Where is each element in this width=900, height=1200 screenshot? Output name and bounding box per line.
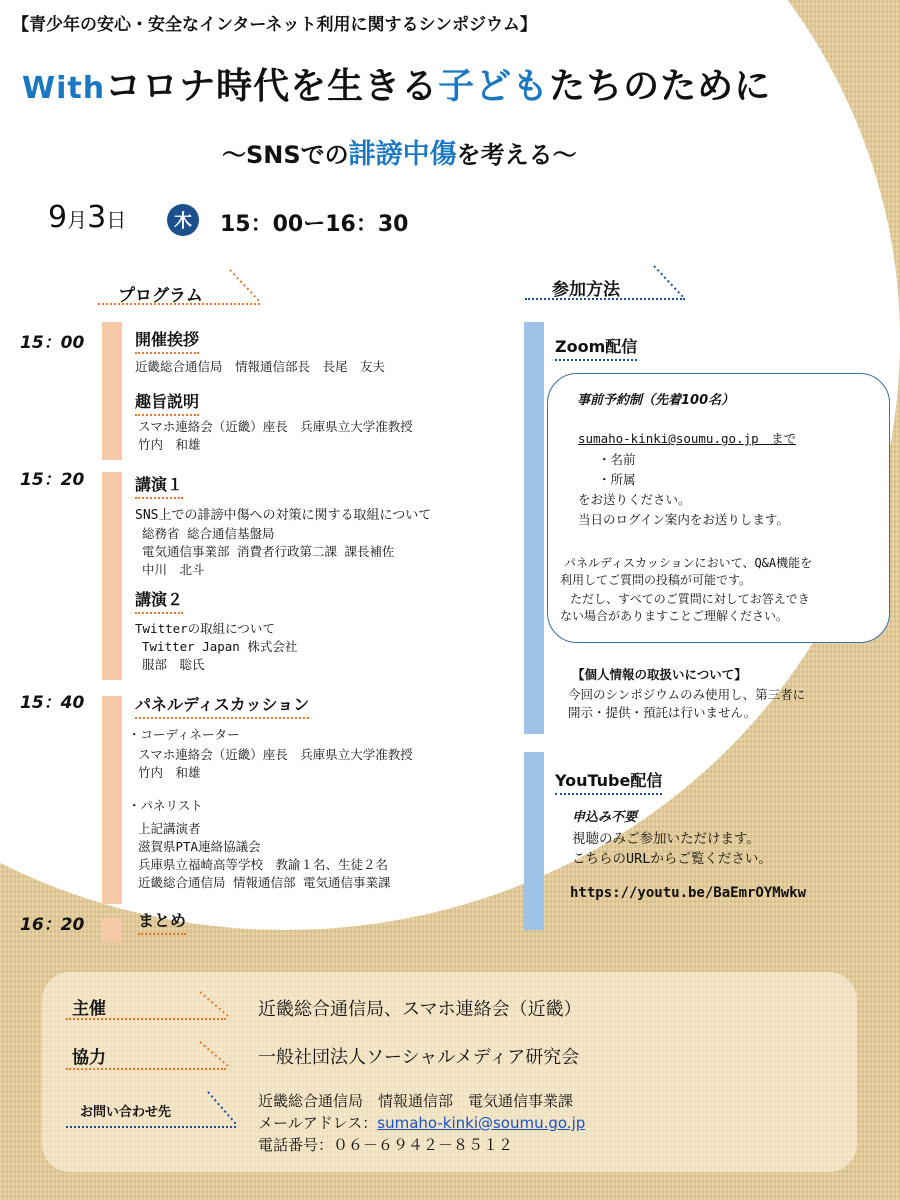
date-day-unit: 日: [106, 208, 127, 232]
panel-panelist-line3: 兵庫県立福崎高等学校 教諭１名、生徒２名: [138, 857, 389, 872]
lecture2-line3: 服部 聡氏: [142, 657, 205, 672]
zoom-login-line: 当日のログイン案内をお送りします。: [578, 512, 789, 527]
subtitle-end: を考える〜: [456, 141, 577, 169]
title-corona: コロナ時代を生きる: [105, 66, 439, 107]
program-heading: プログラム: [118, 286, 203, 306]
weekday-badge: 木: [167, 204, 199, 236]
contact-mail-link[interactable]: sumaho-kinki@soumu.go.jp: [377, 1114, 586, 1132]
title-for: たちのために: [549, 66, 772, 107]
date-month-unit: 月: [67, 208, 88, 232]
panel-coordinator-line1: スマホ連絡会（近畿）座長 兵庫県立大学准教授: [138, 747, 413, 762]
zoom-item-name: ・名前: [598, 452, 636, 467]
panel-panelist-line2: 滋賀県PTA連絡協議会: [138, 839, 261, 854]
timeline-bar-1: [102, 322, 122, 460]
contact-phone: 電話番号：０６－６９４２－８５１２: [258, 1136, 514, 1154]
host-arrow-icon: [198, 990, 232, 1020]
panel-panelist-line4: 近畿総合通信局 情報通信部 電気通信事業課: [138, 875, 391, 890]
program-arrow-icon: [228, 268, 264, 306]
lecture1-line2: 総務省 総合通信基盤局: [142, 526, 275, 541]
lecture1-title: 講演１: [135, 472, 183, 499]
lecture1-line4: 中川 北斗: [142, 562, 205, 577]
lecture2-title: 講演２: [135, 587, 183, 614]
purpose-title: 趣旨説明: [135, 389, 199, 416]
lecture1-line3: 電気通信事業部 消費者行政第二課 課長補佐: [142, 544, 395, 559]
opening-speaker: 近畿総合通信局 情報通信部長 長尾 友夫: [135, 359, 386, 374]
youtube-line1: 視聴のみご参加いただけます。: [572, 831, 760, 847]
coop-label: 協力: [72, 1048, 106, 1068]
contact-mail: [258, 1112, 585, 1134]
event-time: 15：00ー16：30: [220, 212, 409, 237]
panel-title: パネルディスカッション: [135, 692, 309, 719]
lecture2-topic: Twitterの取組について: [135, 621, 275, 636]
zoom-item-affiliation: ・所属: [598, 472, 636, 487]
title-with: With: [22, 71, 106, 106]
participation-heading: 参加方法: [552, 280, 620, 300]
youtube-timeline-bar: [524, 752, 544, 930]
panel-coordinator-line2: 竹内 和雄: [138, 765, 201, 780]
timeline-bar-4: [102, 918, 122, 942]
time-label-1540: 15：40: [20, 693, 85, 713]
youtube-no-apply: 申込み不要: [572, 810, 638, 825]
contact-label: お問い合わせ先: [80, 1105, 172, 1120]
privacy-line1: 今回のシンポジウムのみ使用し、第三者に: [568, 687, 806, 702]
time-label-1520: 15：20: [20, 470, 85, 490]
time-label-1500: 15：00: [20, 333, 85, 353]
zoom-qa-line1: パネルディスカッションにおいて、Q&A機能を: [564, 556, 813, 570]
main-title: [22, 58, 771, 109]
date-month: 9: [48, 200, 68, 235]
lecture2-line2: Twitter Japan 株式会社: [142, 639, 298, 654]
youtube-url[interactable]: https://youtu.be/BaEmrOYMwkw: [570, 885, 807, 901]
contact-arrow-icon: [206, 1090, 240, 1128]
youtube-title: YouTube配信: [555, 768, 662, 795]
event-date: [48, 200, 126, 235]
host-value: 近畿総合通信局、スマホ連絡会（近畿）: [258, 999, 582, 1020]
host-label: 主催: [72, 999, 106, 1019]
zoom-send-line: をお送りください。: [578, 492, 691, 507]
zoom-reservation: 事前予約制（先着100名）: [577, 393, 735, 408]
zoom-qa-line4: ない場合がありますことご理解ください。: [560, 609, 789, 623]
coop-arrow-icon: [198, 1040, 232, 1070]
zoom-title: Zoom配信: [555, 334, 637, 361]
time-label-1620: 16：20: [20, 915, 85, 935]
panel-coordinator-label: ・コーディネーター: [128, 727, 240, 742]
date-day: 3: [87, 200, 107, 235]
zoom-qa-line3: ただし、すべてのご質問に対してお答えでき: [570, 592, 810, 606]
contact-dept: 近畿総合通信局 情報通信部 電気通信事業課: [258, 1092, 574, 1110]
coop-value: 一般社団法人ソーシャルメディア研究会: [258, 1047, 580, 1068]
contact-mail-label: メールアドレス：: [258, 1114, 378, 1132]
participation-arrow-icon: [652, 264, 688, 302]
panel-panelist-line1: 上記講演者: [138, 821, 201, 836]
timeline-bar-2: [102, 472, 122, 680]
zoom-email-line[interactable]: sumaho-kinki@soumu.go.jp まで: [578, 431, 797, 446]
subtitle-emphasis: 誹謗中傷: [348, 139, 457, 170]
opening-title: 開催挨拶: [135, 327, 199, 354]
symposium-label: 【青少年の安心・安全なインターネット利用に関するシンポジウム】: [12, 15, 537, 35]
purpose-line2: 竹内 和雄: [138, 437, 201, 452]
panel-panelist-label: ・パネリスト: [128, 798, 203, 813]
zoom-timeline-bar: [524, 322, 544, 734]
closing-title: まとめ: [138, 908, 186, 935]
purpose-line1: スマホ連絡会（近畿）座長 兵庫県立大学准教授: [138, 419, 413, 434]
zoom-qa-line2: 利用してご質問の投稿が可能です。: [560, 573, 752, 587]
privacy-line2: 開示・提供・預託は行いません。: [568, 705, 757, 720]
title-children: 子ども: [438, 66, 550, 107]
timeline-bar-3: [102, 696, 122, 904]
youtube-line2: こちらのURLからご覧ください。: [572, 851, 772, 867]
subtitle: [222, 132, 577, 171]
privacy-title: 【個人情報の取扱いについて】: [572, 667, 747, 682]
subtitle-start: 〜SNSでの: [222, 141, 349, 169]
lecture1-topic: SNS上での誹謗中傷への対策に関する取組について: [135, 508, 432, 523]
